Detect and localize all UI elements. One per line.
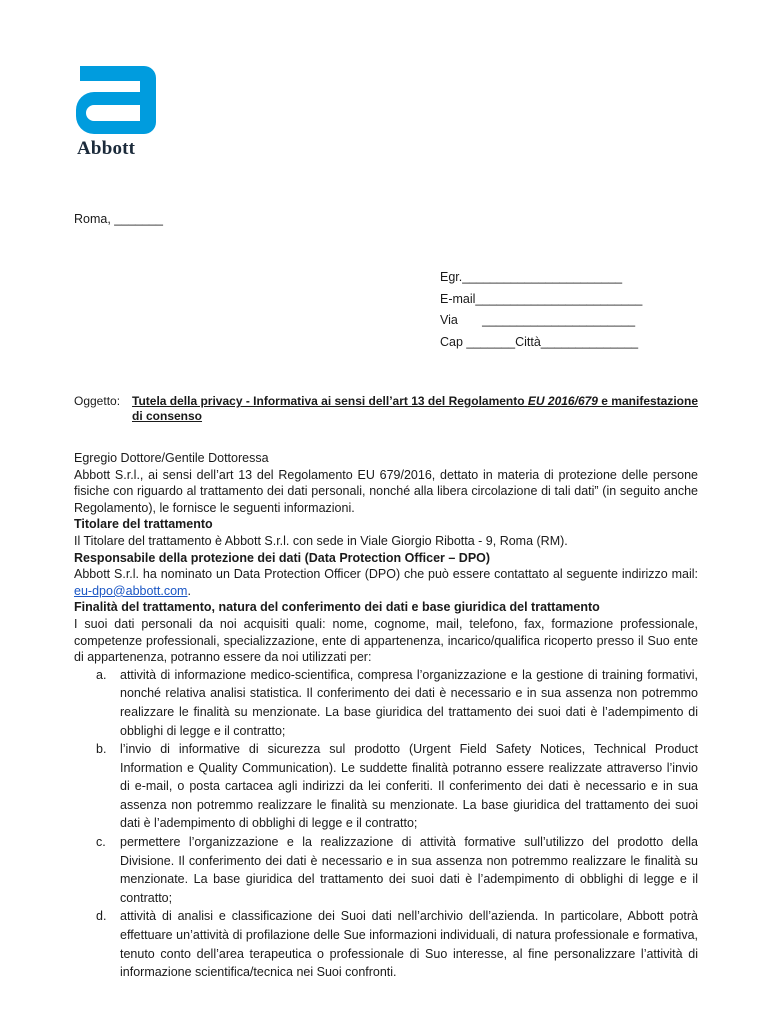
purposes-list: [74, 666, 698, 982]
subject-text: [132, 394, 699, 423]
greeting: Egregio Dottore/Gentile Dottoressa: [74, 451, 269, 465]
place-date-line: Roma, _______: [74, 212, 163, 226]
list-marker: c.: [96, 835, 106, 850]
subject-text-regulation: EU 2016/679: [527, 394, 598, 408]
list-item: [74, 833, 698, 907]
list-item-text: l’invio di informative di sicurezza sul prodotto (Urgent Field Safety Notices, Technical Product Information e Quality Communication). Le suddette finalità potranno essere realizzate attraverso l’invio di e-mail, o posta cartacea agli indirizzi da lei conferiti. Il conferimento dei dati è necessario e in sua assenza non potremmo realizzare le finalità su menzionate. La base giuridica del trattamento dei suoi dati è l’adempimento di obblighi di legge e il contratto;: [120, 742, 698, 831]
heading-dpo: Responsabile della protezione dei dati (Data Protection Officer – DPO): [74, 550, 491, 565]
recipient-email-line: E-mail________________________: [440, 291, 643, 306]
recipient-street-line: Via ______________________: [440, 313, 636, 327]
dpo-paragraph: [74, 566, 698, 599]
recipient-city-line: Cap _______Città______________: [440, 334, 639, 349]
abbott-logo-icon: [74, 66, 158, 134]
dpo-text: Abbott S.r.l. ha nominato un Data Protection Officer (DPO) che può essere contattato al seguente indirizzo mail:: [74, 567, 698, 582]
subject-text-part2: e manifestazione di consenso: [132, 394, 698, 423]
abbott-logo: [74, 66, 160, 160]
list-marker: a.: [96, 667, 107, 682]
recipient-name-line: Egr._______________________: [440, 270, 623, 284]
list-item-text: attività di analisi e classificazione dei Suoi dati nell’archivio dell’azienda. In particolare, Abbott potrà effettuare un’attività di profilazione delle Sue informazioni individuali, di natura professionale e formativa, tenuto conto dell’area terapeutica o professionale di Suo interesse, al fine personalizzare l’attività di informazione scientifica/tecnica nei Suoi confronti.: [120, 909, 698, 980]
heading-titolare: Titolare del trattamento: [74, 517, 213, 532]
subject-block: [74, 394, 699, 423]
dpo-text-end: .: [187, 583, 191, 598]
list-marker: d.: [96, 909, 107, 924]
subject-text-part1: Tutela della privacy - Informativa ai sensi dell’art 13 del Regolamento: [132, 394, 528, 408]
intro-paragraph: Abbott S.r.l., ai sensi dell’art 13 del Regolamento EU 679/2016, dettato in materia di protezione delle persone fisiche con riguardo al trattamento dei dati personali, nonché alla libera circolazione di tali dati” (in seguito anche Regolamento), le fornisce le seguenti informazioni.: [74, 467, 698, 515]
letter-body: [74, 450, 698, 982]
list-item-text: attività di informazione medico-scientifica, compresa l’organizzazione e la gestione di training formativi, nonché relativa analisi statistica. Il conferimento dei dati è necessario e in sua assenza non potremmo realizzare le finalità su menzionate. La base giuridica del trattamento dei suoi dati è l’adempimento di obblighi di legge e il contratto;: [120, 667, 698, 738]
finalita-intro: I suoi dati personali da noi acquisiti quali: nome, cognome, mail, telefono, fax, formazione professionale, competenze professionali, specializzazione, ente di appartenenza, incarico/qualifica ricoperto presso il Suo ente di appartenenza, potranno essere da noi utilizzati per:: [74, 616, 698, 665]
titolare-paragraph: Il Titolare del trattamento è Abbott S.r.l. con sede in Viale Giorgio Ribotta - 9, Roma (RM).: [74, 533, 568, 548]
list-marker: b.: [96, 742, 107, 757]
heading-finalita: Finalità del trattamento, natura del conferimento dei dati e base giuridica del trattamento: [74, 600, 600, 615]
dpo-email-link[interactable]: eu-dpo@abbott.com: [74, 583, 188, 598]
list-item: [74, 907, 698, 981]
list-item: [74, 740, 698, 833]
list-item-text: permettere l’organizzazione e la realizzazione di attività formative sull’utilizzo del prodotto della Divisione. Il conferimento dei dati è necessario e in sua assenza non potremmo realizzare le finalità su menzionate. La base giuridica del trattamento dei suoi dati è l’adempimento di obblighi di legge e il contratto;: [120, 835, 698, 905]
recipient-address-block: [440, 267, 642, 353]
subject-label: Oggetto:: [74, 394, 121, 408]
list-item: [74, 666, 698, 740]
abbott-wordmark: Abbott: [77, 138, 136, 159]
